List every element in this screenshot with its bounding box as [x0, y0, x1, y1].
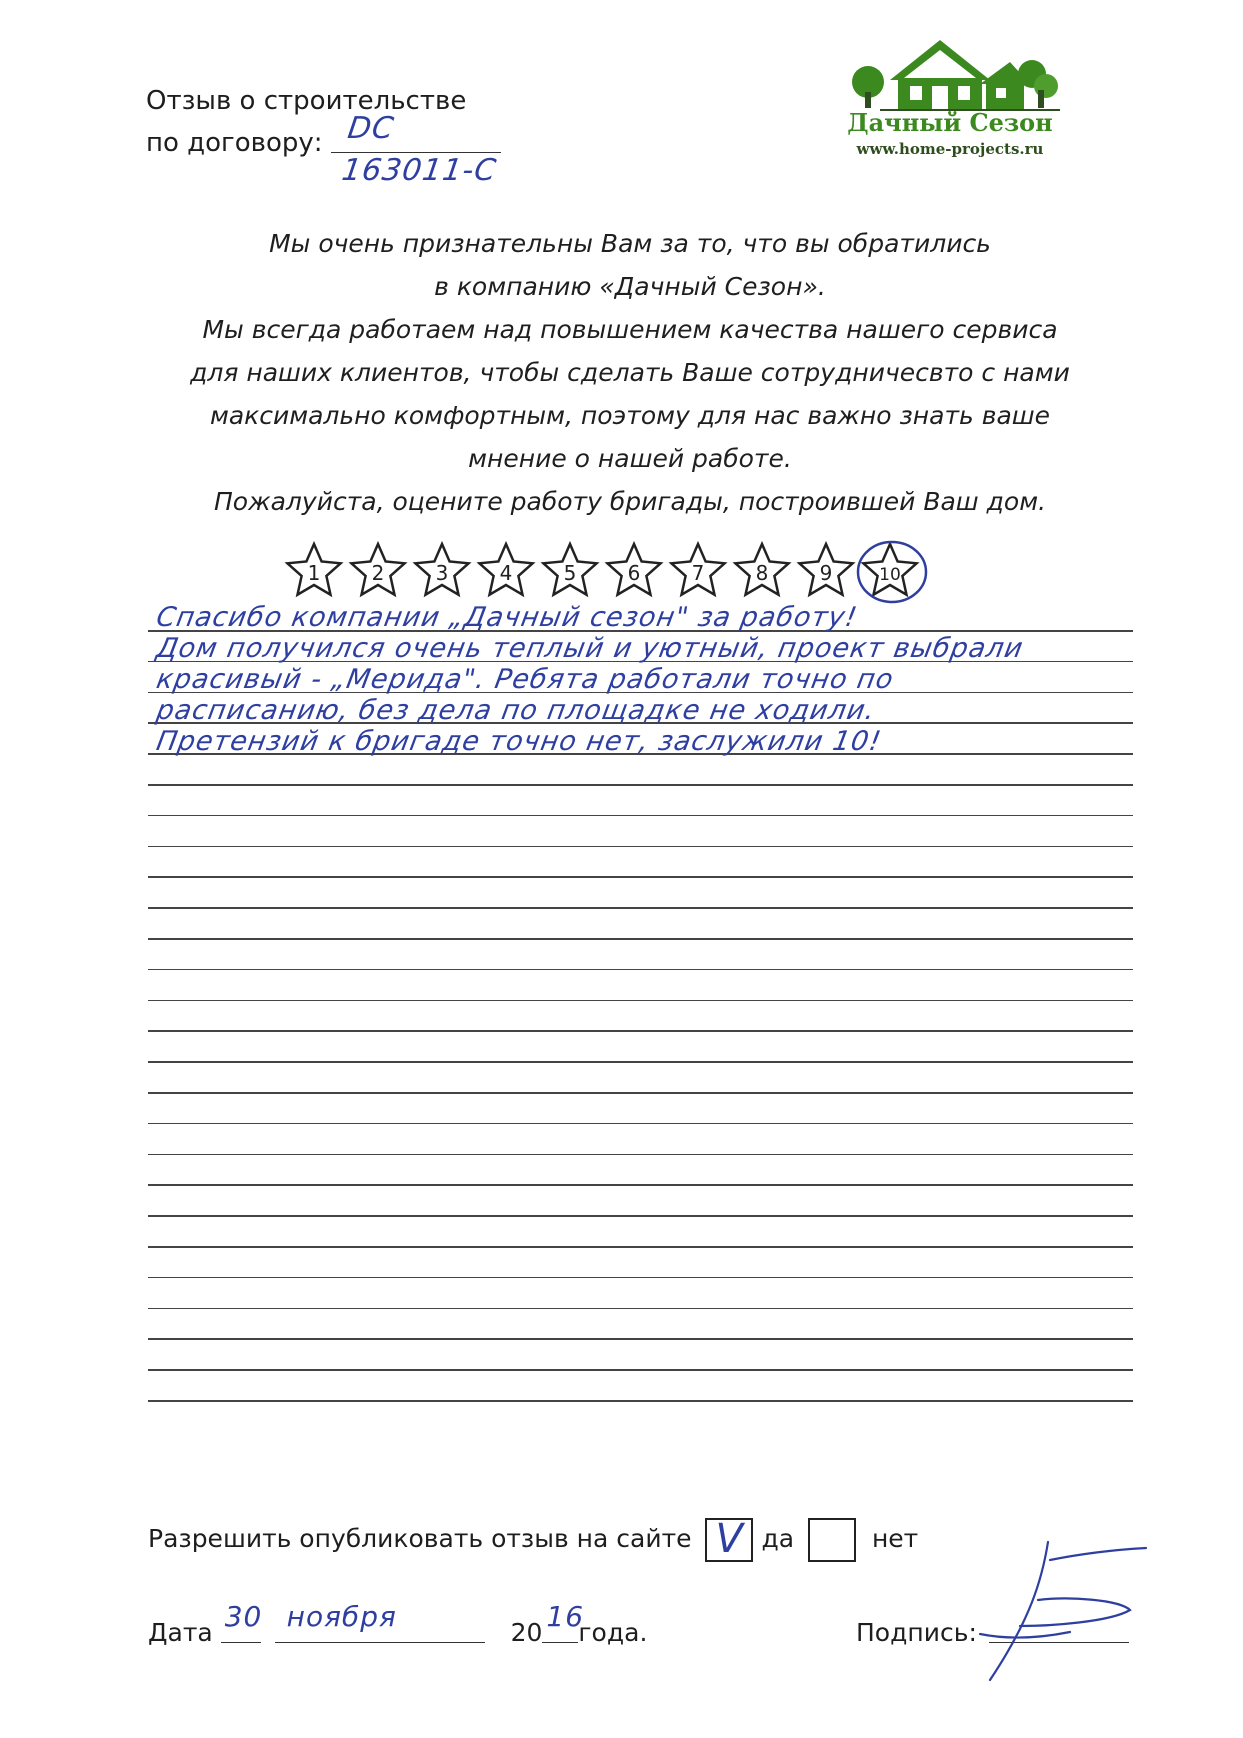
ruled-line: [148, 907, 1133, 909]
date-year-word: года.: [578, 1618, 648, 1647]
rating-stars: [0, 540, 1243, 610]
ruled-line: [148, 784, 1133, 786]
contract-field[interactable]: [331, 111, 501, 188]
intro-line: в компанию «Дачный Сезон».: [434, 272, 826, 301]
document-header: [146, 80, 501, 188]
date-year-field[interactable]: [542, 1600, 585, 1643]
date-year-suffix: 16: [546, 1600, 585, 1633]
review-line: расписанию, без дела по площадке не ходили.: [154, 695, 878, 726]
house-logo-icon: [820, 34, 1080, 114]
intro-line: Пожалуйста, оцените работу бригады, построившей Ваш дом.: [214, 487, 1046, 516]
ruled-line: [148, 876, 1133, 878]
ruled-line: [148, 938, 1133, 940]
rating-star-label: 9: [819, 561, 833, 585]
company-logo: [820, 34, 1080, 164]
consent-no-checkbox[interactable]: [808, 1518, 856, 1562]
date-row: [148, 1600, 648, 1647]
review-line: Дом получился очень теплый и уютный, проект выбрали: [154, 633, 1026, 664]
logo-title: Дачный Сезон: [847, 108, 1053, 137]
date-day: 30: [224, 1600, 263, 1633]
review-line: красивый - „Мерида". Ребята работали точно по: [154, 664, 897, 695]
ruled-line: [148, 1092, 1133, 1094]
ruled-line: [148, 815, 1133, 817]
rating-star-label: 8: [755, 561, 769, 585]
contract-row: [146, 111, 501, 188]
rating-star-label: 6: [627, 561, 641, 585]
rating-star-label: 4: [499, 561, 513, 585]
intro-line: для наших клиентов, чтобы сделать Ваше сотрудничесвто с нами: [190, 358, 1070, 387]
rating-star-label: 3: [435, 561, 449, 585]
signature-label: Подпись:: [856, 1618, 977, 1647]
publish-consent: [148, 1518, 918, 1562]
header-title: Отзыв о строительстве: [146, 86, 467, 116]
date-day-field[interactable]: [221, 1600, 263, 1643]
rating-stars-graphic: [0, 540, 1243, 610]
date-month-field[interactable]: [275, 1600, 485, 1643]
consent-yes-label: да: [761, 1524, 795, 1553]
date-month: ноября: [286, 1600, 397, 1633]
intro-line: Мы очень признательны Вам за то, что вы обратились: [269, 229, 991, 258]
ruled-line: [148, 1154, 1133, 1156]
ruled-line: [148, 1215, 1133, 1217]
contract-number: DC 163011-C: [339, 111, 499, 188]
check-mark-icon: V: [715, 1516, 744, 1562]
rating-star-label: 1: [307, 561, 321, 585]
ruled-line: [148, 1369, 1133, 1371]
consent-label: Разрешить опубликовать отзыв на сайте: [148, 1524, 692, 1553]
ruled-line: [148, 1400, 1133, 1402]
ruled-line: [148, 1000, 1133, 1002]
ruled-line: [148, 1030, 1133, 1032]
ruled-line: [148, 1184, 1133, 1186]
rating-star-label: 5: [563, 561, 577, 585]
rating-star-label: 10: [879, 565, 901, 585]
date-label: Дата: [148, 1618, 213, 1647]
contract-label: по договору:: [146, 128, 323, 158]
ruled-line: [148, 1308, 1133, 1310]
ruled-line: [148, 846, 1133, 848]
rating-star-label: 7: [691, 561, 705, 585]
intro-line: Мы всегда работаем над повышением качества нашего сервиса: [202, 315, 1058, 344]
ruled-line: [148, 1061, 1133, 1063]
intro-text: [140, 222, 1120, 523]
intro-line: максимально комфортным, поэтому для нас важно знать ваше: [209, 401, 1051, 430]
intro-line: мнение о нашей работе.: [468, 444, 792, 473]
review-line: Спасибо компании „Дачный сезон" за работу!: [154, 602, 860, 633]
rating-star-label: 2: [371, 561, 385, 585]
review-line: Претензий к бригаде точно нет, заслужили 10!: [154, 726, 884, 757]
signature-scribble: [950, 1530, 1150, 1690]
ruled-line: [148, 1123, 1133, 1125]
ruled-line: [148, 1246, 1133, 1248]
consent-no-label: нет: [871, 1524, 919, 1553]
ruled-line: [148, 969, 1133, 971]
ruled-line: [148, 1277, 1133, 1279]
ruled-line: [148, 1338, 1133, 1340]
date-year-prefix: 20: [510, 1618, 543, 1647]
consent-yes-checkbox[interactable]: [705, 1518, 753, 1562]
logo-url: www.home-projects.ru: [856, 140, 1044, 158]
